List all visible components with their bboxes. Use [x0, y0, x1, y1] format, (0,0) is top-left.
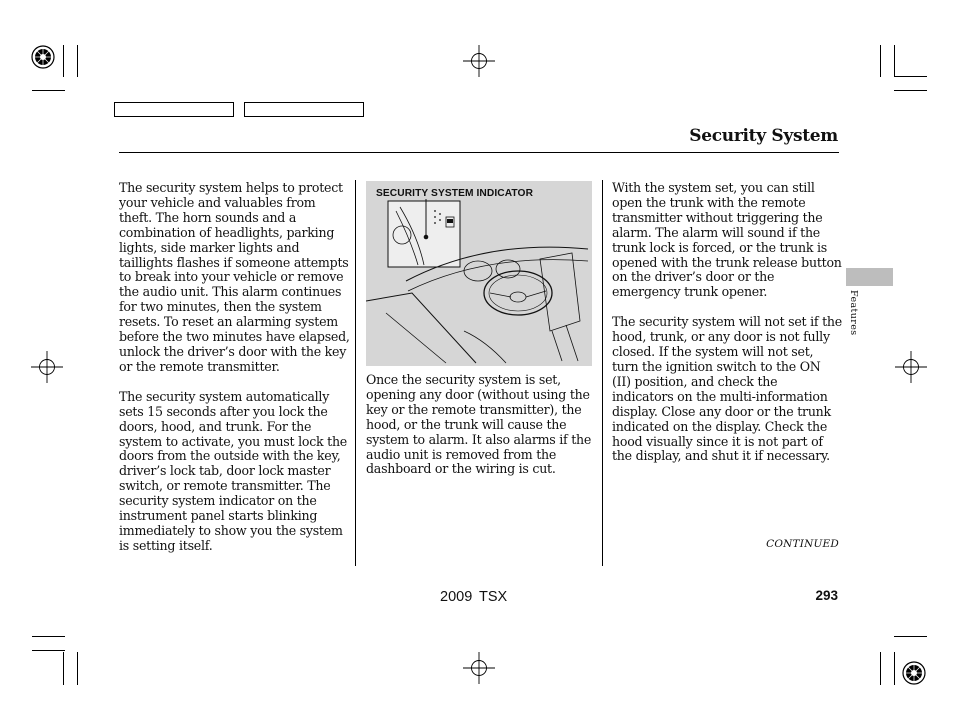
paragraph: With the system set, you can still open the trunk with the remote transmitter without triggering the alarm. The alarm will sound if the trunk lock is forced, or the trunk is opened with the trunk release button on the driver’s door or the emergency trunk opener.	[612, 180, 842, 300]
security-indicator-figure	[366, 181, 592, 366]
middle-column	[366, 373, 596, 492]
paragraph: The security system automatically sets 15 seconds after you lock the doors, hood, and trunk. For the system to activate, you must lock the doors from the outside with the key, driver’s lock tab, door lock master switch, or remote transmitter. The security system indicator on the instrument panel starts blinking immediately to show you the system is setting itself.	[119, 388, 348, 553]
registration-target-bottom	[463, 652, 495, 684]
page-title: Security System	[689, 126, 838, 146]
page-number: 293	[815, 588, 838, 603]
registration-target-left	[31, 351, 63, 383]
registration-starburst-icon	[30, 44, 56, 70]
registration-target-right	[895, 351, 927, 383]
dashboard-illustration	[366, 181, 592, 366]
continued-label: CONTINUED	[766, 538, 839, 550]
header-tab-box-1	[114, 102, 234, 117]
paragraph: Once the security system is set, opening any door (without using the key or the remote transmitter), the hood, or the trunk will cause the system to alarm. It also alarms if the audio unit is removed from the dashboard or the wiring is cut.	[366, 372, 592, 477]
paragraph: The security system will not set if the hood, trunk, or any door is not fully closed. If the system will not set, turn the ignition switch to the ON (II) position, and check the indicators on the multi-information display. Close any door or the trunk indicated on the display. Check the hood visually since it is not part of the display, and shut it if necessary.	[612, 314, 842, 464]
left-column	[119, 181, 352, 569]
section-tab-label: Features	[848, 290, 859, 336]
right-column	[612, 181, 842, 479]
figure-caption: SECURITY SYSTEM INDICATOR	[376, 188, 534, 199]
paragraph: The security system helps to protect your vehicle and valuables from theft. The horn sounds and a combination of headlights, parking lights, side marker lights and taillights flashes if someone attempts to break into your vehicle or remove the audio unit. This alarm continues for two minutes, then the system resets. To reset an alarming system before the two minutes have elapsed, unlock the driver’s door with the key or the remote transmitter.	[119, 180, 350, 374]
column-divider	[602, 180, 603, 566]
footer-model: 2009 TSX	[440, 589, 508, 605]
section-tab	[846, 268, 893, 286]
column-divider	[355, 180, 356, 566]
header-rule	[119, 152, 839, 153]
registration-starburst-icon	[901, 660, 927, 686]
registration-target-top	[463, 45, 495, 77]
header-tab-box-2	[244, 102, 364, 117]
